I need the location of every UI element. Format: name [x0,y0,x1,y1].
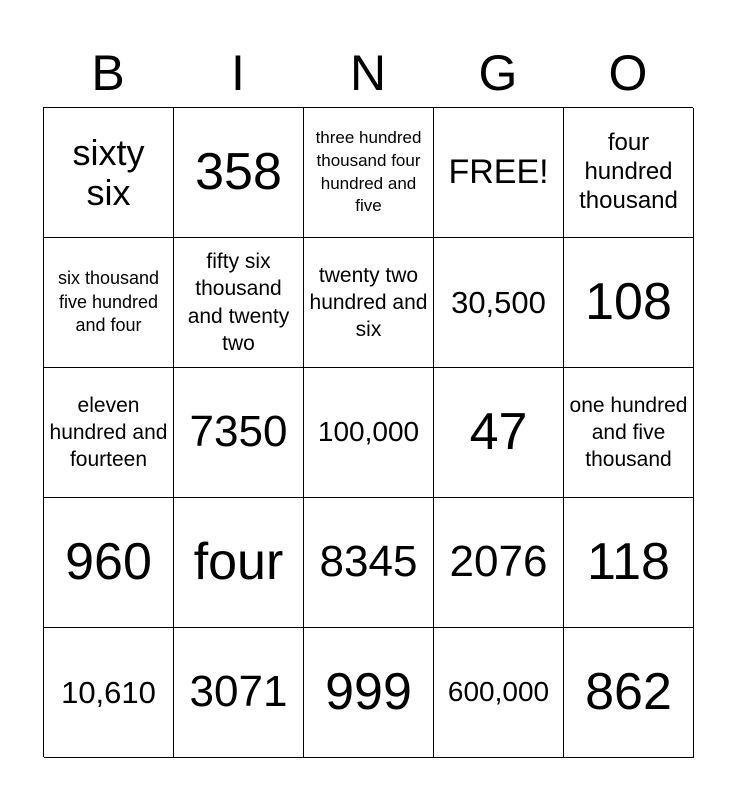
bingo-cell-r5-c3[interactable]: 999 [304,628,434,758]
bingo-cell-r2-c3[interactable]: twenty two hundred and six [304,238,434,368]
bingo-cell-r4-c1[interactable]: 960 [44,498,174,628]
bingo-cell-r1-c3[interactable]: three hundred thousand four hundred and five [304,108,434,238]
bingo-header [43,38,693,108]
bingo-cell-r4-c4[interactable]: 2076 [434,498,564,628]
bingo-cell-r1-c1[interactable]: sixty six [44,108,174,238]
bingo-cell-r3-c3[interactable]: 100,000 [304,368,434,498]
header-letter-g: G [478,45,518,101]
header-letter-i: I [231,45,245,101]
bingo-cell-r3-c1[interactable]: eleven hundred and fourteen [44,368,174,498]
header-letter-n: N [349,45,387,101]
bingo-cell-r2-c2[interactable]: fifty six thousand and twenty two [174,238,304,368]
bingo-cell-r5-c5[interactable]: 862 [564,628,694,758]
bingo-cell-r1-c2[interactable]: 358 [174,108,304,238]
header-letter-o: O [608,45,648,101]
bingo-cell-r4-c5[interactable]: 118 [564,498,694,628]
bingo-cell-r4-c3[interactable]: 8345 [304,498,434,628]
bingo-cell-r2-c1[interactable]: six thousand five hundred and four [44,238,174,368]
bingo-cell-r3-c5[interactable]: one hundred and five thousand [564,368,694,498]
bingo-cell-r3-c4[interactable]: 47 [434,368,564,498]
bingo-cell-r3-c2[interactable]: 7350 [174,368,304,498]
bingo-cell-r1-c5[interactable]: four hundred thousand [564,108,694,238]
bingo-cell-r1-c4-free-space[interactable]: FREE! [434,108,564,238]
bingo-cell-r2-c4[interactable]: 30,500 [434,238,564,368]
bingo-cell-r5-c2[interactable]: 3071 [174,628,304,758]
bingo-cell-r4-c2[interactable]: four [174,498,304,628]
bingo-cell-r2-c5[interactable]: 108 [564,238,694,368]
header-letter-b: B [91,45,125,101]
bingo-cell-r5-c1[interactable]: 10,610 [44,628,174,758]
bingo-card-grid [43,107,693,757]
bingo-cell-r5-c4[interactable]: 600,000 [434,628,564,758]
